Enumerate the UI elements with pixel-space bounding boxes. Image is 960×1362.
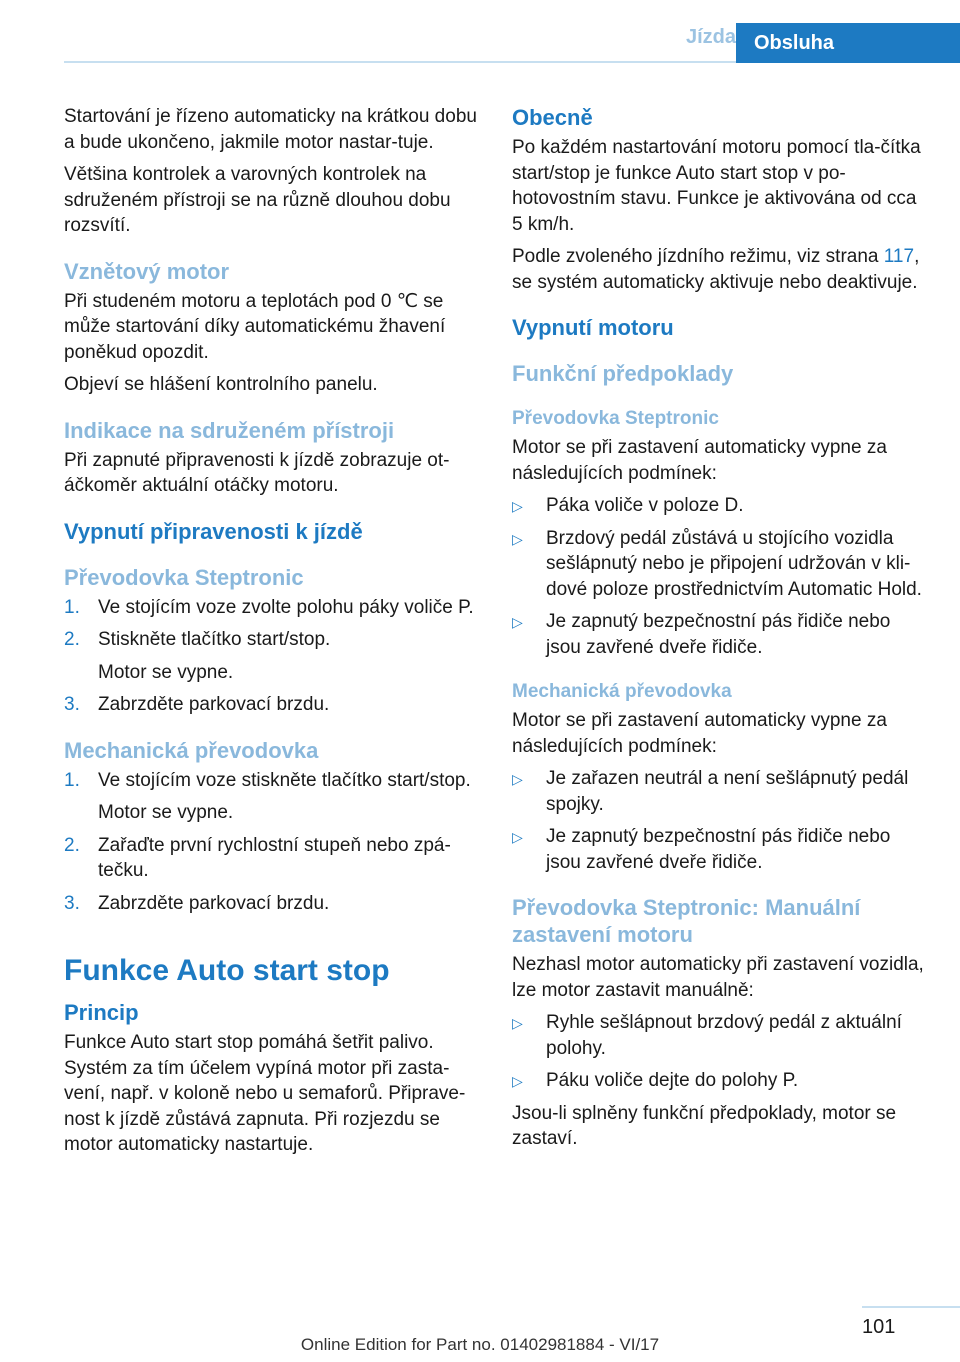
list-item bbox=[64, 891, 480, 917]
paragraph: Motor se při zastavení automaticky vypne za následujících podmínek: bbox=[512, 437, 887, 484]
list-item bbox=[512, 1010, 928, 1061]
list-text: Páku voliče dejte do polohy P. bbox=[546, 1070, 799, 1091]
footer-rule bbox=[862, 1306, 960, 1308]
list-number: 3. bbox=[64, 892, 80, 914]
bullet-arrow-icon: ▷ bbox=[512, 498, 523, 514]
list-item bbox=[512, 824, 928, 875]
list-text: Zabrzděte parkovací brzdu. bbox=[98, 694, 330, 715]
paragraph: Objeví se hlášení kontrolního panelu. bbox=[64, 374, 378, 395]
heading-principle: Princip bbox=[64, 1000, 139, 1025]
list-number: 3. bbox=[64, 694, 80, 715]
page-link[interactable]: 117 bbox=[883, 246, 915, 267]
edition-footer: Online Edition for Part no. 01402981884 - VI/17 bbox=[300, 1335, 660, 1354]
paragraph: Motor se při zastavení automaticky vypne za následujících podmínek: bbox=[512, 710, 887, 757]
bullet-arrow-icon: ▷ bbox=[512, 829, 523, 845]
paragraph: Jsou-li splněny funkční předpoklady, motor se zastaví. bbox=[512, 1102, 897, 1149]
paragraph bbox=[512, 244, 928, 295]
list-item bbox=[512, 493, 928, 519]
heading-instrument-indication: Indikace na sdruženém přístroji bbox=[64, 417, 395, 443]
right-column bbox=[512, 104, 928, 1159]
header-tab-jizda[interactable]: Jízda bbox=[685, 26, 736, 48]
list-item bbox=[64, 768, 480, 794]
heading-manual-gearbox: Mechanická převodovka bbox=[512, 681, 732, 702]
list-text: Stiskněte tlačítko start/stop. bbox=[98, 629, 331, 650]
list-item bbox=[512, 766, 928, 817]
paragraph: Startování je řízeno automaticky na krátkou dobu a bude ukončeno, jakmile motor nastar‐tuje. bbox=[64, 106, 477, 153]
bullet-arrow-icon: ▷ bbox=[512, 1073, 523, 1089]
steptronic-steps-cont bbox=[64, 692, 480, 718]
paragraph: Po každém nastartování motoru pomocí tla‐čítka start/stop je funkce Auto start stop v po‐hotovostním stavu. Funkce je aktivována od cca 5 km/h. bbox=[512, 137, 921, 235]
paragraph: Většina kontrolek a varovných kontrolek na sdruženém přístroji se na různě dlouhou dobu rozsvítí. bbox=[64, 164, 451, 236]
bullet-arrow-icon: ▷ bbox=[512, 530, 523, 547]
heading-manual-gearbox: Mechanická převodovka bbox=[64, 737, 319, 763]
list-number: 1. bbox=[64, 596, 80, 618]
list-text: Je zapnutý bezpečnostní pás řidiče nebo jsou zavřené dveře řidiče. bbox=[546, 611, 891, 658]
heading-steptronic: Převodovka Steptronic bbox=[64, 564, 304, 590]
heading-general: Obecně bbox=[512, 105, 593, 130]
paragraph: Při studeném motoru a teplotách pod 0 ℃ se může startování díky automatickému žhavení poněkud opozdit. bbox=[64, 290, 446, 363]
steptronic-conditions bbox=[512, 493, 928, 660]
list-text: Páka voliče v poloze D. bbox=[546, 495, 744, 516]
list-item bbox=[512, 526, 928, 603]
list-item bbox=[512, 1068, 928, 1094]
sub-note: Motor se vypne. bbox=[98, 661, 234, 683]
text: Podle zvoleného jízdního režimu, viz strana bbox=[512, 246, 884, 267]
header-tab-obsluha[interactable]: Obsluha bbox=[736, 23, 960, 63]
paragraph: Při zapnuté připravenosti k jízdě zobrazuje ot‐áčkoměr aktuální otáčky motoru. bbox=[64, 449, 450, 496]
paragraph: Funkce Auto start stop pomáhá šetřit palivo. Systém za tím účelem vypíná motor při zasta‐vení, např. v koloně nebo u semaforů. Připrave‐nost k jízdě zůstává zapnuta. Při rozjezdu se motor automaticky nastartuje. bbox=[64, 1032, 466, 1155]
bullet-arrow-icon: ▷ bbox=[512, 1015, 523, 1031]
list-text: Ve stojícím voze stiskněte tlačítko start/stop. bbox=[98, 769, 471, 791]
list-number: 1. bbox=[64, 769, 80, 791]
paragraph: Nezhasl motor automaticky při zastavení vozidla, lze motor zastavit manuálně: bbox=[512, 954, 924, 1001]
list-item bbox=[512, 609, 928, 660]
manual-stop-steps bbox=[512, 1010, 928, 1094]
list-item bbox=[64, 627, 480, 653]
left-column bbox=[64, 104, 480, 1165]
manual-steps bbox=[64, 768, 480, 794]
list-item bbox=[64, 595, 480, 621]
heading-engine-off: Vypnutí motoru bbox=[512, 315, 674, 340]
list-text: Brzdový pedál zůstává u stojícího vozidla sešlápnutý nebo je připojení udržován v kli‐dové poloze prostřednictvím Automatic Hold. bbox=[546, 527, 922, 600]
list-number: 2. bbox=[64, 834, 80, 856]
sub-note: Motor se vypne. bbox=[98, 802, 234, 823]
heading-steptronic-manual-stop: Převodovka Steptronic: Manuální zastavení motoru bbox=[512, 895, 861, 947]
heading-auto-start-stop: Funkce Auto start stop bbox=[64, 954, 390, 987]
text: , se systém automaticky aktivuje nebo deaktivuje. bbox=[512, 246, 920, 293]
heading-switch-off-ready: Vypnutí připravenosti k jízdě bbox=[64, 518, 363, 544]
list-text: Zařaďte první rychlostní stupeň nebo zpá‐tečku. bbox=[98, 834, 451, 881]
steptronic-steps bbox=[64, 595, 480, 653]
bullet-arrow-icon: ▷ bbox=[512, 771, 523, 787]
list-text: Je zařazen neutrál a není sešlápnutý pedál spojky. bbox=[546, 768, 909, 815]
list-text: Je zapnutý bezpečnostní pás řidiče nebo jsou zavřené dveře řidiče. bbox=[546, 826, 891, 873]
list-number: 2. bbox=[64, 629, 80, 650]
bullet-arrow-icon: ▷ bbox=[512, 614, 523, 630]
manual-conditions bbox=[512, 766, 928, 875]
page-number: 101 bbox=[862, 1316, 896, 1338]
list-text: Ryhle sešlápnout brzdový pedál z aktuální polohy. bbox=[546, 1012, 902, 1059]
heading-diesel-engine: Vznětový motor bbox=[64, 258, 230, 284]
list-text: Zabrzděte parkovací brzdu. bbox=[98, 892, 330, 914]
manual-steps-cont bbox=[64, 833, 480, 917]
heading-steptronic: Převodovka Steptronic bbox=[512, 408, 719, 429]
list-item bbox=[64, 692, 480, 718]
heading-prerequisites: Funkční předpoklady bbox=[512, 361, 734, 386]
list-text: Ve stojícím voze zvolte polohu páky voliče P. bbox=[98, 596, 474, 618]
list-item bbox=[64, 833, 480, 884]
